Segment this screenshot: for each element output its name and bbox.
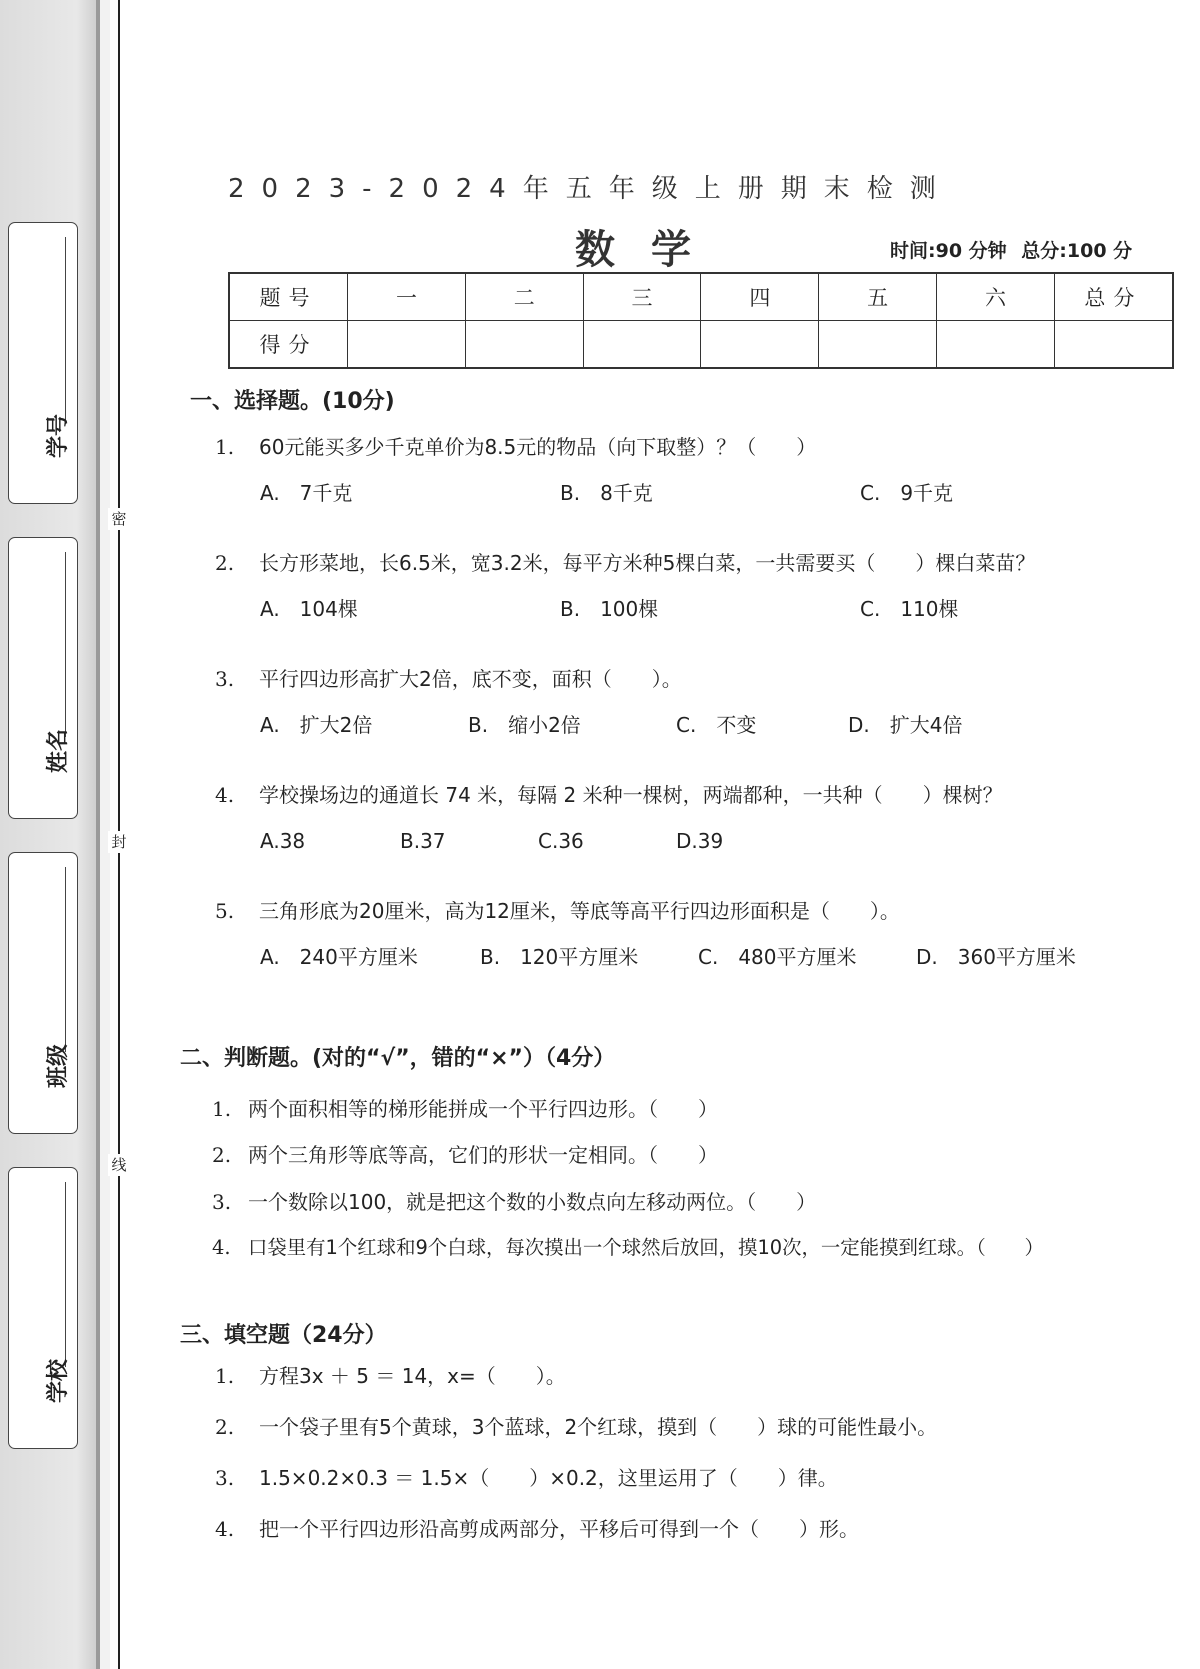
s1-q4-option-d: D.39	[676, 829, 724, 853]
s3-question-3	[215, 1465, 838, 1491]
question-text: 口袋里有1个红球和9个白球，每次摸出一个球然后放回，摸10次，一定能摸到红球。（ ）	[248, 1236, 1044, 1259]
score-cell[interactable]	[583, 321, 701, 369]
total-score: 总分:100 分	[1021, 240, 1133, 262]
s1-question-3	[215, 666, 682, 692]
student-id-box	[8, 222, 78, 504]
name-line[interactable]	[65, 552, 66, 737]
s1-q1-option-c: C. 9千克	[860, 481, 954, 505]
s3-question-2	[215, 1414, 937, 1440]
question-text: 平行四边形高扩大2倍，底不变，面积（ ）。	[259, 667, 682, 691]
question-text: 长方形菜地，长6.5米，宽3.2米，每平方米种5棵白菜，一共需要买（ ）棵白菜苗？	[259, 551, 1036, 575]
s3-question-1	[215, 1363, 566, 1389]
score-cell[interactable]	[819, 321, 937, 369]
student-id-line[interactable]	[65, 237, 66, 422]
question-number: 5.	[215, 899, 235, 923]
name-box	[8, 537, 78, 819]
question-number: 4.	[212, 1236, 231, 1259]
s1-q5-option-d: D. 360平方厘米	[916, 945, 1076, 969]
score-table-header-row	[229, 273, 1173, 321]
question-number: 1.	[212, 1097, 232, 1121]
s1-q4-option-b: B.37	[400, 829, 446, 853]
class-line[interactable]	[65, 867, 66, 1052]
question-text: 把一个平行四边形沿高剪成两部分，平移后可得到一个（ ）形。	[259, 1517, 859, 1541]
score-cell[interactable]	[465, 321, 583, 369]
score-table-header: 一	[348, 273, 466, 321]
s1-q4-option-a: A.38	[260, 829, 306, 853]
question-text: 一个数除以100，就是把这个数的小数点向左移动两位。（ ）	[248, 1190, 817, 1214]
question-number: 1.	[215, 435, 235, 459]
score-table-header: 六	[937, 273, 1055, 321]
s1-question-5	[215, 898, 900, 924]
score-cell[interactable]	[701, 321, 819, 369]
score-cell[interactable]	[1054, 321, 1173, 369]
question-number: 1.	[215, 1364, 235, 1388]
question-text: 两个三角形等底等高，它们的形状一定相同。（ ）	[248, 1143, 718, 1167]
question-number: 2.	[215, 551, 235, 575]
s1-q3-option-d: D. 扩大4倍	[848, 713, 963, 737]
s2-question-2	[212, 1142, 718, 1168]
seal-char-feng: 封	[108, 831, 130, 853]
question-text: 三角形底为20厘米，高为12厘米，等底等高平行四边形面积是（ ）。	[259, 899, 900, 923]
s1-q2-option-b: B. 100棵	[560, 597, 659, 621]
score-table-header: 五	[819, 273, 937, 321]
s1-q4-option-c: C.36	[538, 829, 584, 853]
question-number: 3.	[215, 1466, 235, 1490]
score-table-header: 二	[465, 273, 583, 321]
score-table	[228, 272, 1174, 369]
question-number: 4.	[215, 783, 235, 807]
section-1-title: 一、选择题。(10分)	[190, 389, 395, 414]
school-label: 学校	[46, 1359, 71, 1404]
section-3-title: 三、填空题（24分）	[180, 1323, 387, 1348]
question-text: 方程3x ＋ 5 ＝ 14，x=（ ）。	[259, 1364, 566, 1388]
question-text: 两个面积相等的梯形能拼成一个平行四边形。（ ）	[248, 1097, 718, 1121]
question-number: 4.	[215, 1517, 235, 1541]
question-number: 2.	[215, 1415, 235, 1439]
s1-q1-option-b: B. 8千克	[560, 481, 653, 505]
s2-question-4	[212, 1235, 1044, 1261]
s1-q5-option-c: C. 480平方厘米	[698, 945, 857, 969]
student-id-label: 学号	[46, 414, 71, 459]
score-table-score-row	[229, 321, 1173, 369]
score-table-header: 三	[583, 273, 701, 321]
section-2-title: 二、判断题。(对的“√”，错的“×”）（4分）	[180, 1046, 616, 1071]
s1-q2-option-a: A. 104棵	[260, 597, 358, 621]
score-row-label: 得分	[229, 321, 348, 369]
s2-question-3	[212, 1189, 816, 1215]
question-text: 60元能买多少千克单价为8.5元的物品（向下取整）？（ ）	[259, 435, 817, 459]
s1-q3-option-a: A. 扩大2倍	[260, 713, 373, 737]
seal-char-xian: 线	[108, 1154, 130, 1176]
question-number: 2.	[212, 1143, 232, 1167]
time-limit: 时间:90 分钟	[890, 240, 1007, 262]
s1-q3-option-c: C. 不变	[676, 713, 757, 737]
school-box	[8, 1167, 78, 1449]
s1-q2-option-c: C. 110棵	[860, 597, 959, 621]
s1-question-1	[215, 434, 816, 460]
s1-question-4	[215, 782, 1003, 808]
subject-title: 数学	[575, 227, 727, 273]
class-box	[8, 852, 78, 1134]
s1-q5-option-a: A. 240平方厘米	[260, 945, 418, 969]
score-table-header: 总分	[1054, 273, 1173, 321]
school-line[interactable]	[65, 1182, 66, 1367]
s1-q3-option-b: B. 缩小2倍	[468, 713, 581, 737]
s1-question-2	[215, 550, 1035, 576]
question-text: 学校操场边的通道长 74 米，每隔 2 米种一棵树，两端都种，一共种（ ）棵树？	[259, 783, 1003, 807]
score-cell[interactable]	[937, 321, 1055, 369]
exam-info	[890, 236, 1140, 263]
question-number: 3.	[215, 667, 235, 691]
seal-char-mi: 密	[108, 508, 130, 530]
question-text: 一个袋子里有5个黄球，3个蓝球，2个红球，摸到（ ）球的可能性最小。	[259, 1415, 938, 1439]
question-text: 1.5×0.2×0.3 ＝ 1.5×（ ）×0.2，这里运用了（ ）律。	[259, 1466, 838, 1490]
s1-q5-option-b: B. 120平方厘米	[480, 945, 639, 969]
class-label: 班级	[46, 1044, 71, 1089]
score-table-header: 四	[701, 273, 819, 321]
s2-question-1	[212, 1096, 718, 1122]
score-cell[interactable]	[348, 321, 466, 369]
question-number: 3.	[212, 1190, 232, 1214]
score-table-header: 题号	[229, 273, 348, 321]
s1-q1-option-a: A. 7千克	[260, 481, 353, 505]
s3-question-4	[215, 1516, 859, 1542]
name-label: 姓名	[46, 729, 71, 774]
paper-title: 2023-2024年五年级上册期末检测	[228, 174, 953, 204]
